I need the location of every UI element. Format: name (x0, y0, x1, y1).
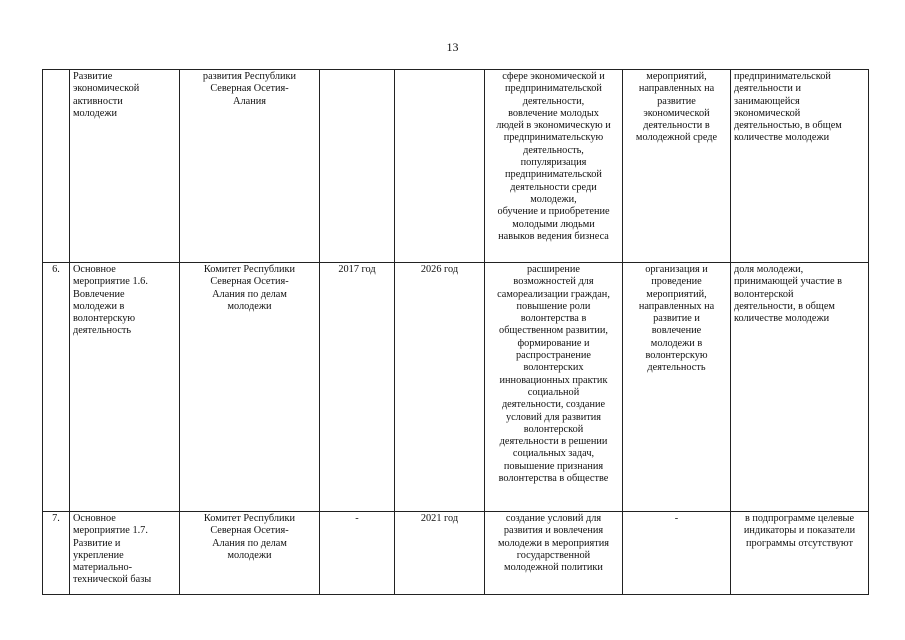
table-row (43, 263, 869, 512)
row-number-cell: 6. (43, 263, 70, 512)
indicator: в подпрограмме целевые индикаторы и показатели программы отсутствуют (743, 513, 856, 549)
expected-result: расширение возможностей для самореализации граждан, повышение роли волонтерства в общественном развитии, формирование и распространение волонтерских инновационных практик социальной деятельности, создание условий для развития волонтерской деятельности в решении социальных задач, повышение признания волонтерства в обществе (497, 264, 610, 485)
expected-result-cell (485, 70, 623, 263)
measure-name: Основное мероприятие 1.7. Развитие и укрепление материально- технической базы (73, 513, 152, 586)
expected-result: создание условий для развития и вовлечения молодежи в мероприятия государственной молодежной политики (498, 513, 609, 574)
measure-name: Основное мероприятие 1.6. Вовлечение молодежи в волонтерскую деятельность (73, 264, 148, 337)
measure-name-cell (70, 263, 180, 512)
program-measures-table (42, 69, 869, 595)
consequence-cell: - (623, 512, 731, 595)
indicator: предпринимательской деятельности и занимающейся экономической деятельностью, в общем количестве молодежи (734, 71, 842, 144)
table-row (43, 70, 869, 263)
end-year-cell: 2026 год (395, 263, 485, 512)
indicator-cell (731, 512, 869, 595)
row-number-cell (43, 70, 70, 263)
end-year-cell (395, 70, 485, 263)
indicator: доля молодежи, принимающей участие в волонтерской деятельности, в общем количестве молодежи (734, 264, 842, 325)
start-year-cell: - (320, 512, 395, 595)
executor: Комитет Республики Северная Осетия- Алания по делам молодежи (203, 264, 296, 312)
executor-cell (180, 70, 320, 263)
expected-result-cell (485, 263, 623, 512)
measure-name-cell (70, 70, 180, 263)
start-year-cell: 2017 год (320, 263, 395, 512)
expected-result-cell (485, 512, 623, 595)
consequence-cell (623, 70, 731, 263)
executor: Комитет Республики Северная Осетия- Алания по делам молодежи (203, 513, 296, 561)
end-year-cell: 2021 год (395, 512, 485, 595)
indicator-cell (731, 70, 869, 263)
executor-cell (180, 263, 320, 512)
start-year-cell (320, 70, 395, 263)
consequence-cell (623, 263, 731, 512)
executor: развития Республики Северная Осетия- Алания (202, 71, 297, 107)
page-number: 13 (446, 40, 459, 54)
consequence: мероприятий, направленных на развитие экономической деятельности в молодежной среде (635, 71, 718, 144)
row-number-cell: 7. (43, 512, 70, 595)
expected-result: сфере экономической и предпринимательской деятельности, вовлечение молодых людей в экономическую и предпринимательскую деятельность, популяризация предпринимательской деятельности среди молодежи, обучение и приобретение молодыми людьми навыков ведения бизнеса (496, 71, 611, 242)
table-row (43, 512, 869, 595)
indicator-cell (731, 263, 869, 512)
measure-name: Развитие экономической активности молодежи (73, 71, 140, 119)
executor-cell (180, 512, 320, 595)
consequence: организация и проведение мероприятий, направленных на развитие и вовлечение молодежи в волонтерскую деятельность (638, 264, 715, 374)
measure-name-cell (70, 512, 180, 595)
